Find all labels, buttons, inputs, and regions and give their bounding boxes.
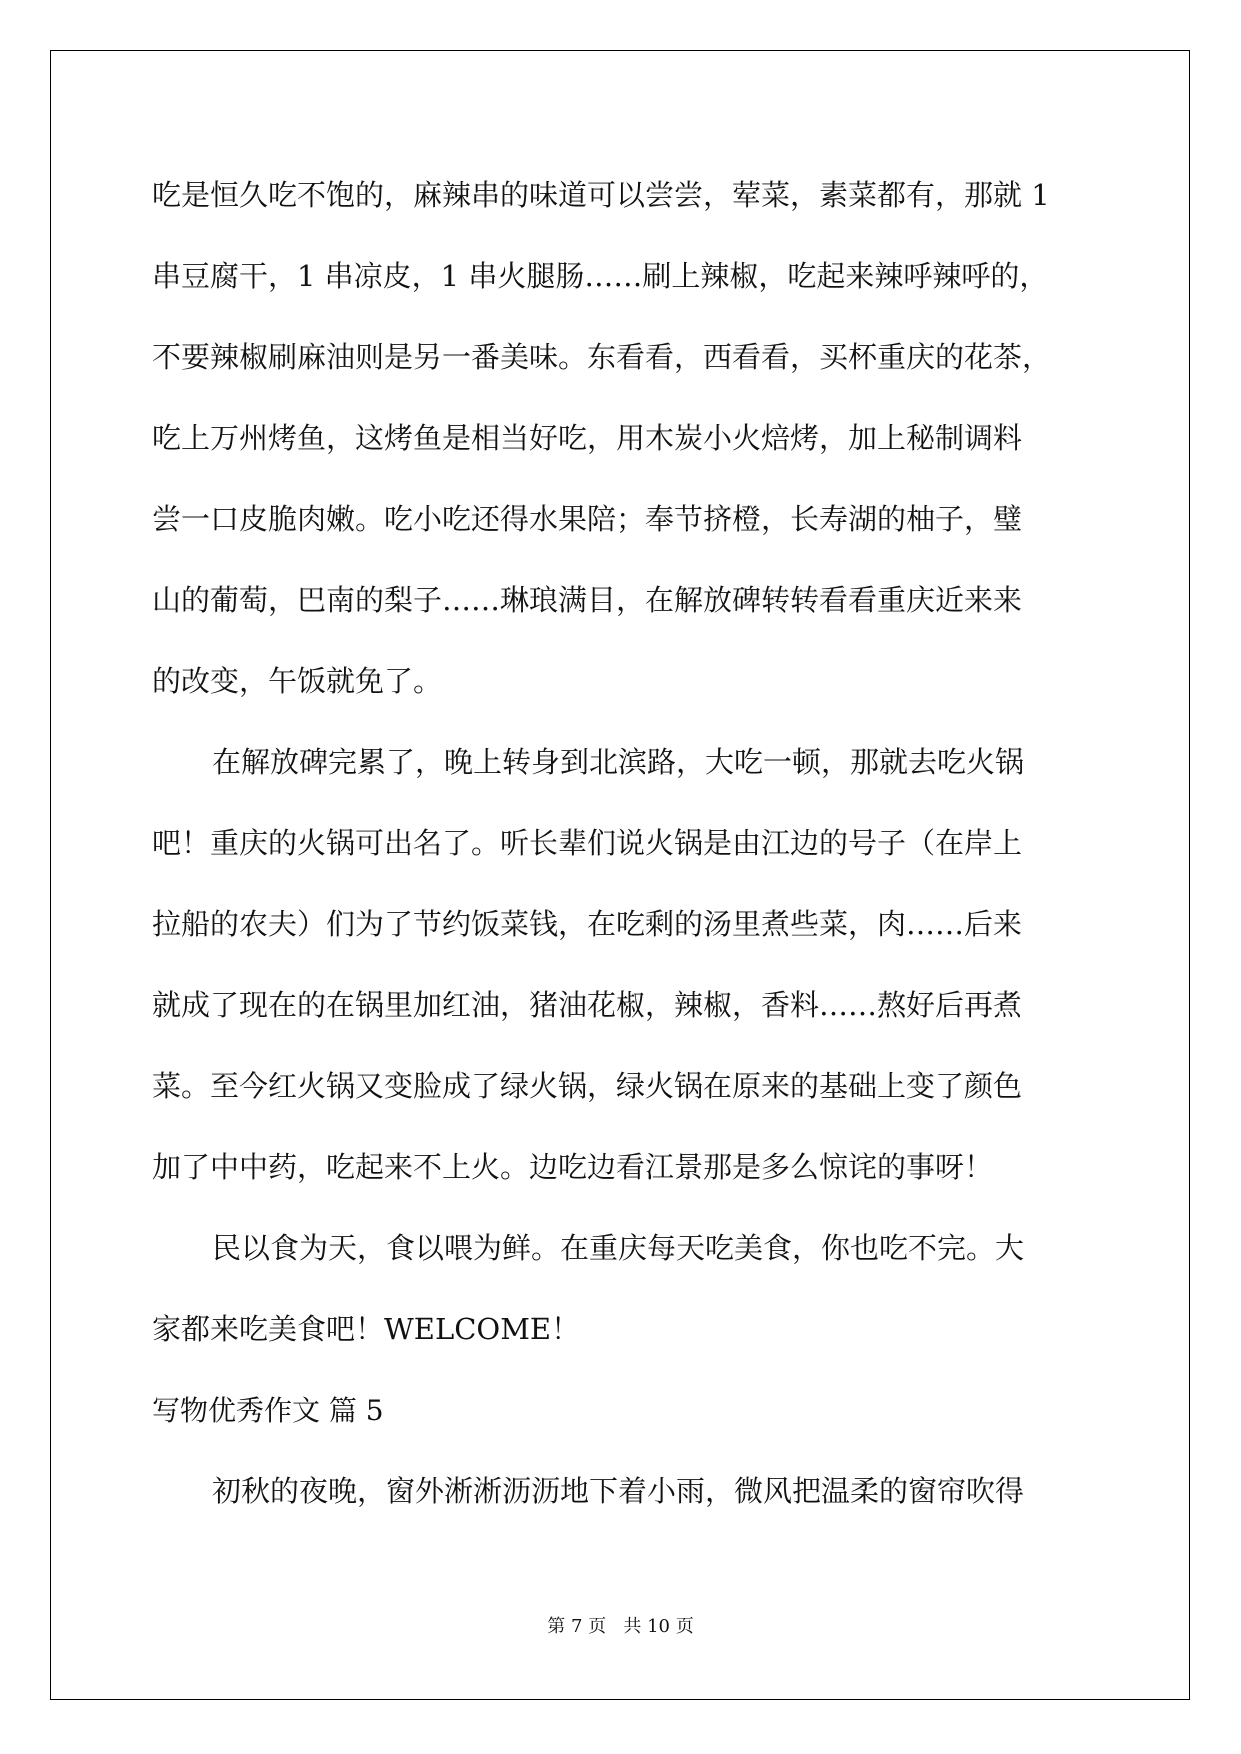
text-line: 吧！重庆的火锅可出名了。听长辈们说火锅是由江边的号子（在岸上 (152, 826, 1023, 860)
text-line: 菜。至今红火锅又变脸成了绿火锅，绿火锅在原来的基础上变了颜色 (152, 1069, 1023, 1103)
text-line: 尝一口皮脆肉嫩。吃小吃还得水果陪；奉节挤橙，长寿湖的柚子，璧 (152, 502, 1023, 536)
paragraph-start-line: 民以食为天，食以喂为鲜。在重庆每天吃美食，你也吃不完。大 (212, 1231, 1025, 1265)
text-line: 拉船的农夫）们为了节约饭菜钱，在吃剩的汤里煮些菜，肉……后来 (152, 907, 1023, 941)
section-heading: 写物优秀作文 篇 5 (152, 1394, 384, 1427)
text-line: 家都来吃美食吧！WELCOME！ (152, 1312, 581, 1346)
text-line: 就成了现在的在锅里加红油，猪油花椒，辣椒，香料……熬好后再煮 (152, 988, 1023, 1022)
text-line: 吃上万州烤鱼，这烤鱼是相当好吃，用木炭小火焙烤，加上秘制调料 (152, 421, 1023, 455)
text-line: 串豆腐干，1 串凉皮，1 串火腿肠……刷上辣椒，吃起来辣呼辣呼的， (152, 259, 1049, 293)
paragraph-start-line: 在解放碑完累了，晚上转身到北滨路，大吃一顿，那就去吃火锅 (212, 745, 1025, 779)
document-body (152, 155, 1097, 1532)
paragraph-start-line: 初秋的夜晚，窗外淅淅沥沥地下着小雨，微风把温柔的窗帘吹得 (212, 1474, 1025, 1508)
text-line: 的改变，午饭就免了。 (152, 664, 443, 698)
text-line: 吃是恒久吃不饱的，麻辣串的味道可以尝尝，荤菜，素菜都有，那就 1 (152, 178, 1050, 212)
text-line: 山的葡萄，巴南的梨子……琳琅满目，在解放碑转转看看重庆近来来 (152, 583, 1023, 617)
text-line: 加了中中药，吃起来不上火。边吃边看江景那是多么惊诧的事呀！ (152, 1150, 994, 1184)
text-line: 不要辣椒刷麻油则是另一番美味。东看看，西看看，买杯重庆的花茶， (152, 340, 1052, 374)
page-number-footer: 第 7 页 共 10 页 (547, 1616, 694, 1637)
